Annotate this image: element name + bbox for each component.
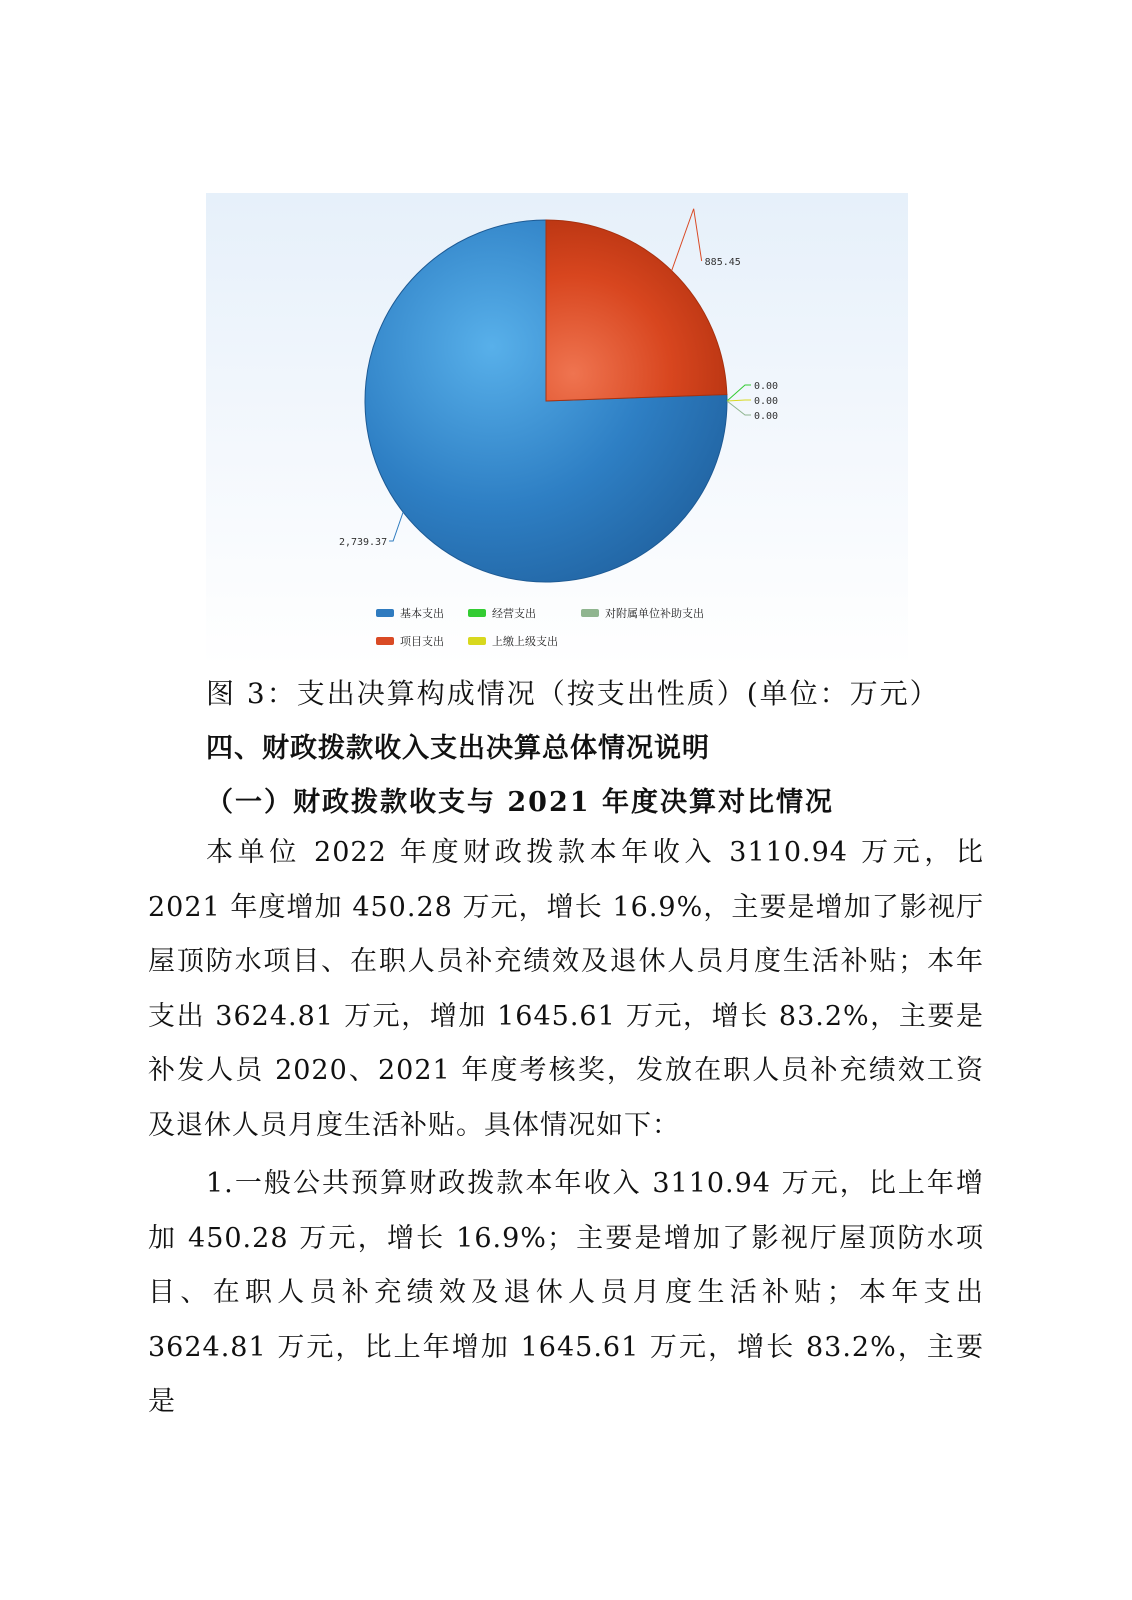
legend-item [376, 634, 444, 648]
legend-label: 上缴上级支出 [492, 635, 558, 648]
legend-label: 项目支出 [400, 635, 444, 648]
legend-item [581, 606, 704, 620]
data-label-base-leader [389, 512, 403, 541]
data-label-zero-1: 0.00 [754, 396, 779, 407]
paragraph-1: 本单位 2022 年度财政拨款本年收入 3110.94 万元，比 2021 年度增加 450.28 万元，增长 16.9%，主要是增加了影视厅屋顶防水项目、在职人员补充绩效及退休人员月度生活补贴；本年支出 3624.81 万元，增加 1645.61 万元，增长 83.2%，主要是补发人员 2020、2021 年度考核奖，发放在职人员补充绩效工资及退休人员月度生活补贴。具体情况如下： [148, 837, 984, 1141]
legend-label: 对附属单位补助支出 [605, 607, 704, 620]
data-label-zero-2: 0.00 [754, 411, 779, 422]
pie-chart-svg [206, 193, 908, 667]
data-label-zero-1-leader [727, 400, 751, 401]
legend-item [468, 634, 558, 648]
legend-item [468, 606, 536, 620]
legend-label: 经营支出 [492, 607, 536, 620]
section-heading: 四、财政拨款收入支出决算总体情况说明 [206, 733, 710, 764]
legend-item [376, 606, 444, 620]
data-label-zero-0-leader [727, 385, 751, 401]
pie-chart [206, 193, 908, 667]
data-label-zero-0: 0.00 [754, 381, 779, 392]
legend-swatch [581, 609, 599, 617]
data-label-zero-2-leader [727, 401, 751, 415]
legend-swatch [468, 637, 486, 645]
subsection-heading: （一）财政拨款收支与 2021 年度决算对比情况 [206, 787, 834, 818]
legend-label: 基本支出 [400, 607, 444, 620]
paragraph-2: 1.一般公共预算财政拨款本年收入 3110.94 万元，比上年增加 450.28 万元，增长 16.9%；主要是增加了影视厅屋顶防水项目、在职人员补充绩效及退休人员月度生活补贴；本年支出 3624.81 万元，比上年增加 1645.61 万元，增长 83.2%，主要是 [148, 1168, 984, 1417]
data-label-base: 2,739.37 [338, 537, 388, 548]
legend-swatch [376, 637, 394, 645]
data-label-project-leader [672, 209, 702, 271]
legend-swatch [468, 609, 486, 617]
figure-caption: 图 3：支出决算构成情况（按支出性质）(单位：万元） [206, 677, 940, 710]
data-label-project: 885.45 [704, 257, 741, 268]
legend-swatch [376, 609, 394, 617]
